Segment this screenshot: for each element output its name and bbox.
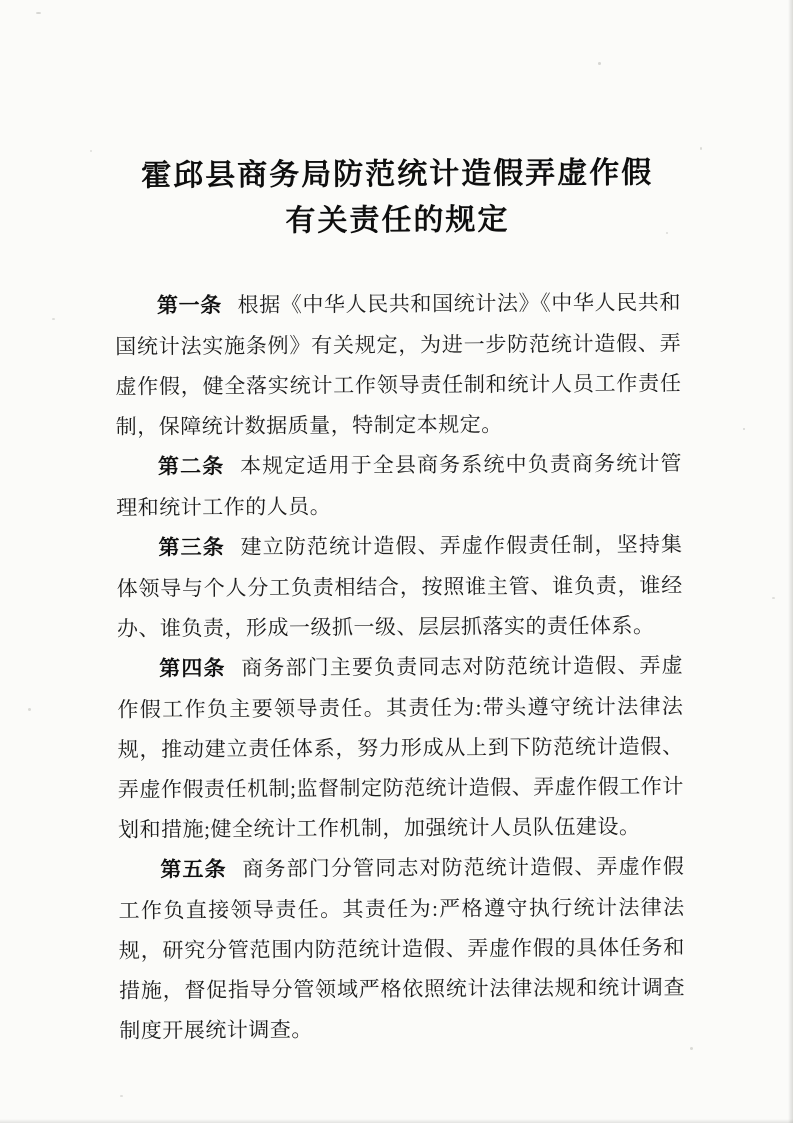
article-5-label: 第五条 bbox=[160, 858, 227, 882]
article-1 bbox=[115, 282, 682, 446]
document-title-line-2: 有关责任的规定 bbox=[285, 203, 510, 238]
scan-speck bbox=[772, 597, 775, 599]
scan-speck bbox=[700, 147, 702, 150]
document-content bbox=[114, 150, 685, 1050]
article-4-label: 第四条 bbox=[159, 657, 226, 681]
scan-speck bbox=[666, 232, 668, 234]
scan-speck bbox=[598, 62, 601, 65]
scan-speck bbox=[28, 708, 31, 711]
document-title-line-1: 霍邱县商务局防范统计造假弄虚作假 bbox=[141, 156, 654, 193]
scan-speck bbox=[743, 428, 745, 430]
scan-speck bbox=[120, 1095, 123, 1097]
article-1-label: 第一条 bbox=[156, 294, 222, 318]
article-3-label: 第三条 bbox=[158, 536, 225, 560]
article-3 bbox=[116, 524, 683, 648]
document-title bbox=[114, 150, 681, 245]
article-4 bbox=[117, 645, 684, 849]
article-5 bbox=[118, 846, 685, 1050]
scan-edge-shadow-right bbox=[788, 0, 793, 1123]
scan-speck bbox=[90, 150, 92, 152]
article-2-label: 第二条 bbox=[157, 455, 225, 479]
article-5-text: 商务部门分管同志对防范统计造假、弄虚作假工作负直接领导责任。其责任为:严格遵守执行统计法律法规，研究分管范围内防范统计造假、弄虚作假的具体任务和措施，督促指导分管领域严格依照统计法律法规和统计调查制度开展统计调查。 bbox=[118, 854, 686, 1043]
scan-edge-shadow-bottom bbox=[0, 1119, 793, 1123]
article-1-text: 根据《中华人民共和国统计法》《中华人民共和国统计法实施条例》有关规定，为进一步防范统计造假、弄虚作假，健全落实统计工作领导责任制和统计人员工作责任制，保障统计数据质量，特制定本规定。 bbox=[115, 290, 682, 439]
article-4-text: 商务部门主要负责同志对防范统计造假、弄虚作假工作负主要领导责任。其责任为:带头遵守统计法律法规，推动建立责任体系，努力形成从上到下防范统计造假、弄虚作假责任机制;监督制定防范统计造假、弄虚作假工作计划和措施;健全统计工作机制，加强统计人员队伍建设。 bbox=[117, 653, 684, 842]
scan-speck bbox=[690, 1047, 693, 1050]
scan-speck bbox=[36, 12, 41, 14]
article-2-text: 本规定适用于全县商务系统中负责商务统计管理和统计工作的人员。 bbox=[116, 451, 682, 520]
article-3-text: 建立防范统计造假、弄虚作假责任制，坚持集体领导与个人分工负责相结合，按照谁主管、谁负责，谁经办、谁负责，形成一级抓一级、层层抓落实的责任体系。 bbox=[116, 532, 683, 641]
article-2 bbox=[116, 443, 682, 527]
scan-speck bbox=[577, 985, 579, 987]
scan-speck bbox=[52, 318, 55, 320]
